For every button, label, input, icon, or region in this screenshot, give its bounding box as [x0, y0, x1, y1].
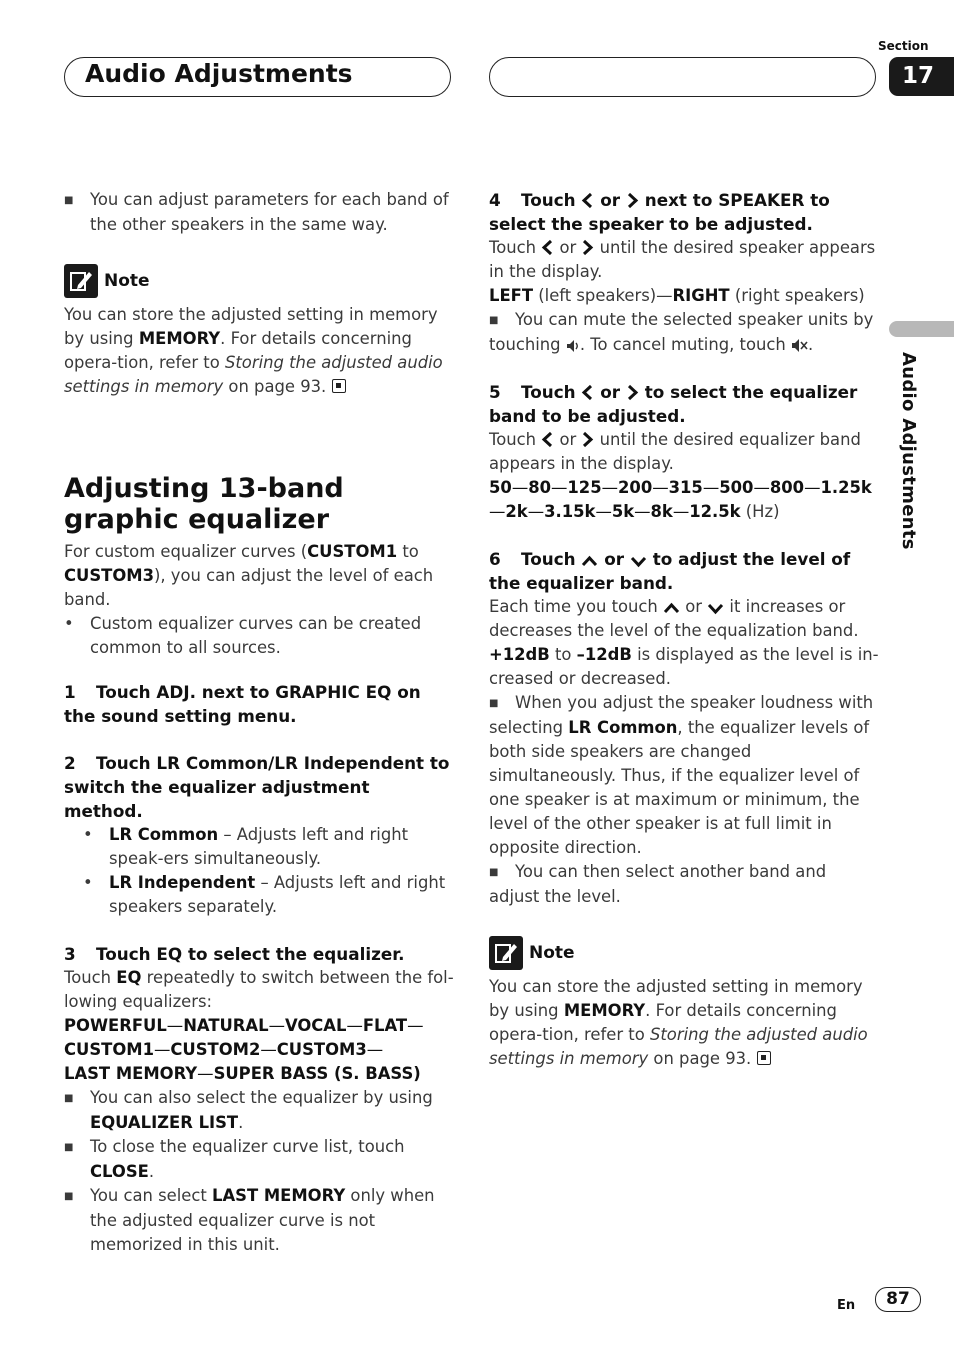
- mute-bullet: ■ You can mute the selected speaker units by touching . To cancel muting, touch .: [489, 310, 874, 354]
- step-4: 4 Touch or next to SPEAKER to select the speaker to be adjusted.: [489, 190, 830, 234]
- note-body: You can store the adjusted setting in memory by using MEMORY. For details concerning opera-tion, refer to Storing the adjusted audio settings in memory on page 93.: [64, 305, 443, 396]
- eq-item: CUSTOM2: [170, 1040, 261, 1059]
- eq-item: CUSTOM3: [276, 1040, 367, 1059]
- speaker-muted-icon: [791, 338, 808, 353]
- chevron-left-icon: [541, 431, 554, 448]
- eq-item: NATURAL: [183, 1016, 269, 1035]
- footer-language: En: [837, 1298, 856, 1313]
- eq-item: FLAT: [362, 1016, 408, 1035]
- side-tab-label: Audio Adjustments: [898, 352, 919, 550]
- lr-common-item: • LR Common – Adjusts left and right speak-ers simultaneously.: [83, 825, 409, 868]
- step-1: 1 Touch ADJ. next to GRAPHIC EQ on the sound setting menu.: [64, 682, 421, 726]
- lr-independent-item: • LR Independent – Adjusts left and right speakers separately.: [83, 873, 446, 916]
- page-number: 87: [875, 1287, 921, 1312]
- eq-item: LAST MEMORY: [64, 1064, 198, 1083]
- step-6-body: Each time you touch or it increases or decreases the level of the equalization band. +12dB to –12dB is displayed as the level is in-creased or decreased.: [489, 597, 879, 688]
- note-body: You can store the adjusted setting in memory by using MEMORY. For details concerning opera-tion, refer to Storing the adjusted audio settings in memory on page 93.: [489, 977, 868, 1068]
- step-3-body: Touch EQ repeatedly to switch between the fol-lowing equalizers:: [64, 968, 454, 1011]
- eq-item: VOCAL: [284, 1016, 347, 1035]
- left-column: [64, 188, 454, 1257]
- note-pencil-icon: [489, 936, 523, 970]
- chevron-right-icon: [581, 431, 594, 448]
- chevron-up-icon: [663, 602, 680, 615]
- note-pencil-icon: [64, 264, 98, 298]
- eq-item: CUSTOM1: [64, 1040, 154, 1059]
- custom-bullet: • Custom equalizer curves can be created common to all sources.: [64, 614, 422, 657]
- section-number: 17: [889, 57, 954, 96]
- chevron-right-icon: [581, 239, 594, 256]
- another-band-bullet: ■ You can then select another band and adjust the level.: [489, 862, 827, 906]
- speaker-icon: [566, 339, 580, 353]
- chevron-up-icon: [581, 555, 598, 568]
- section-label: Section: [878, 39, 929, 53]
- step-5: 5 Touch or to select the equalizer band to be adjusted.: [489, 382, 858, 426]
- chevron-right-icon: [626, 384, 639, 401]
- loudness-bullet: ■ When you adjust the speaker loudness with selecting LR Common, the equalizer levels of both side speakers are changed simultaneously. Thus, if the equalizer level of one speaker is at maximum or minimum, the level of the other speaker is at full limit in opposite direction.: [489, 693, 874, 857]
- eq-item: SUPER BASS (S. BASS): [213, 1064, 421, 1083]
- chevron-down-icon: [707, 602, 724, 615]
- chevron-left-icon: [541, 239, 554, 256]
- step-3: 3 Touch EQ to select the equalizer.: [64, 944, 405, 964]
- note-heading: Note: [64, 264, 454, 298]
- header-title: Audio Adjustments: [85, 59, 353, 88]
- step-5-body: Touch or until the desired equalizer band appears in the display.: [489, 430, 861, 473]
- close-bullet: ■ To close the equalizer curve list, touch CLOSE.: [64, 1137, 405, 1181]
- equalizer-list: POWERFUL—NATURAL—VOCAL—FLAT— CUSTOM1—CUSTOM2—CUSTOM3— LAST MEMORY—SUPER BASS (S. BASS): [64, 1016, 424, 1083]
- lastmemory-bullet: ■ You can select LAST MEMORY only when the adjusted equalizer curve is not memorized in this unit.: [64, 1186, 435, 1254]
- section-heading: Adjusting 13-band graphic equalizer: [64, 473, 344, 535]
- chevron-left-icon: [581, 384, 594, 401]
- intro-paragraph: For custom equalizer curves (CUSTOM1 to CUSTOM3), you can adjust the level of each band.: [64, 542, 434, 609]
- eq-item: POWERFUL: [64, 1016, 167, 1035]
- band-list: 50—80—125—200—315—500—800—1.25k —2k—3.15k—5k—8k—12.5k (Hz): [489, 478, 872, 521]
- chevron-down-icon: [630, 555, 647, 568]
- end-mark-icon: [757, 1051, 771, 1065]
- chevron-left-icon: [581, 192, 594, 209]
- eqlist-bullet: ■ You can also select the equalizer by using EQUALIZER LIST.: [64, 1088, 433, 1132]
- speaker-options: LEFT (left speakers)—RIGHT (right speakers): [489, 286, 865, 305]
- end-mark-icon: [332, 379, 346, 393]
- note-heading: Note: [489, 936, 879, 970]
- square-bullet-icon: ■: [64, 195, 74, 206]
- intro-bullet: ■ You can adjust parameters for each band of the other speakers in the same way.: [64, 190, 449, 234]
- side-tab-marker: [889, 321, 954, 337]
- chevron-right-icon: [626, 192, 639, 209]
- step-2: 2 Touch LR Common/LR Independent to switch the equalizer adjustment method.: [64, 753, 450, 821]
- right-column: [489, 188, 879, 1071]
- step-4-body: Touch or until the desired speaker appears in the display.: [489, 238, 876, 281]
- step-6: 6 Touch or to adjust the level of the equalizer band.: [489, 549, 851, 593]
- header-empty-frame: [489, 57, 876, 97]
